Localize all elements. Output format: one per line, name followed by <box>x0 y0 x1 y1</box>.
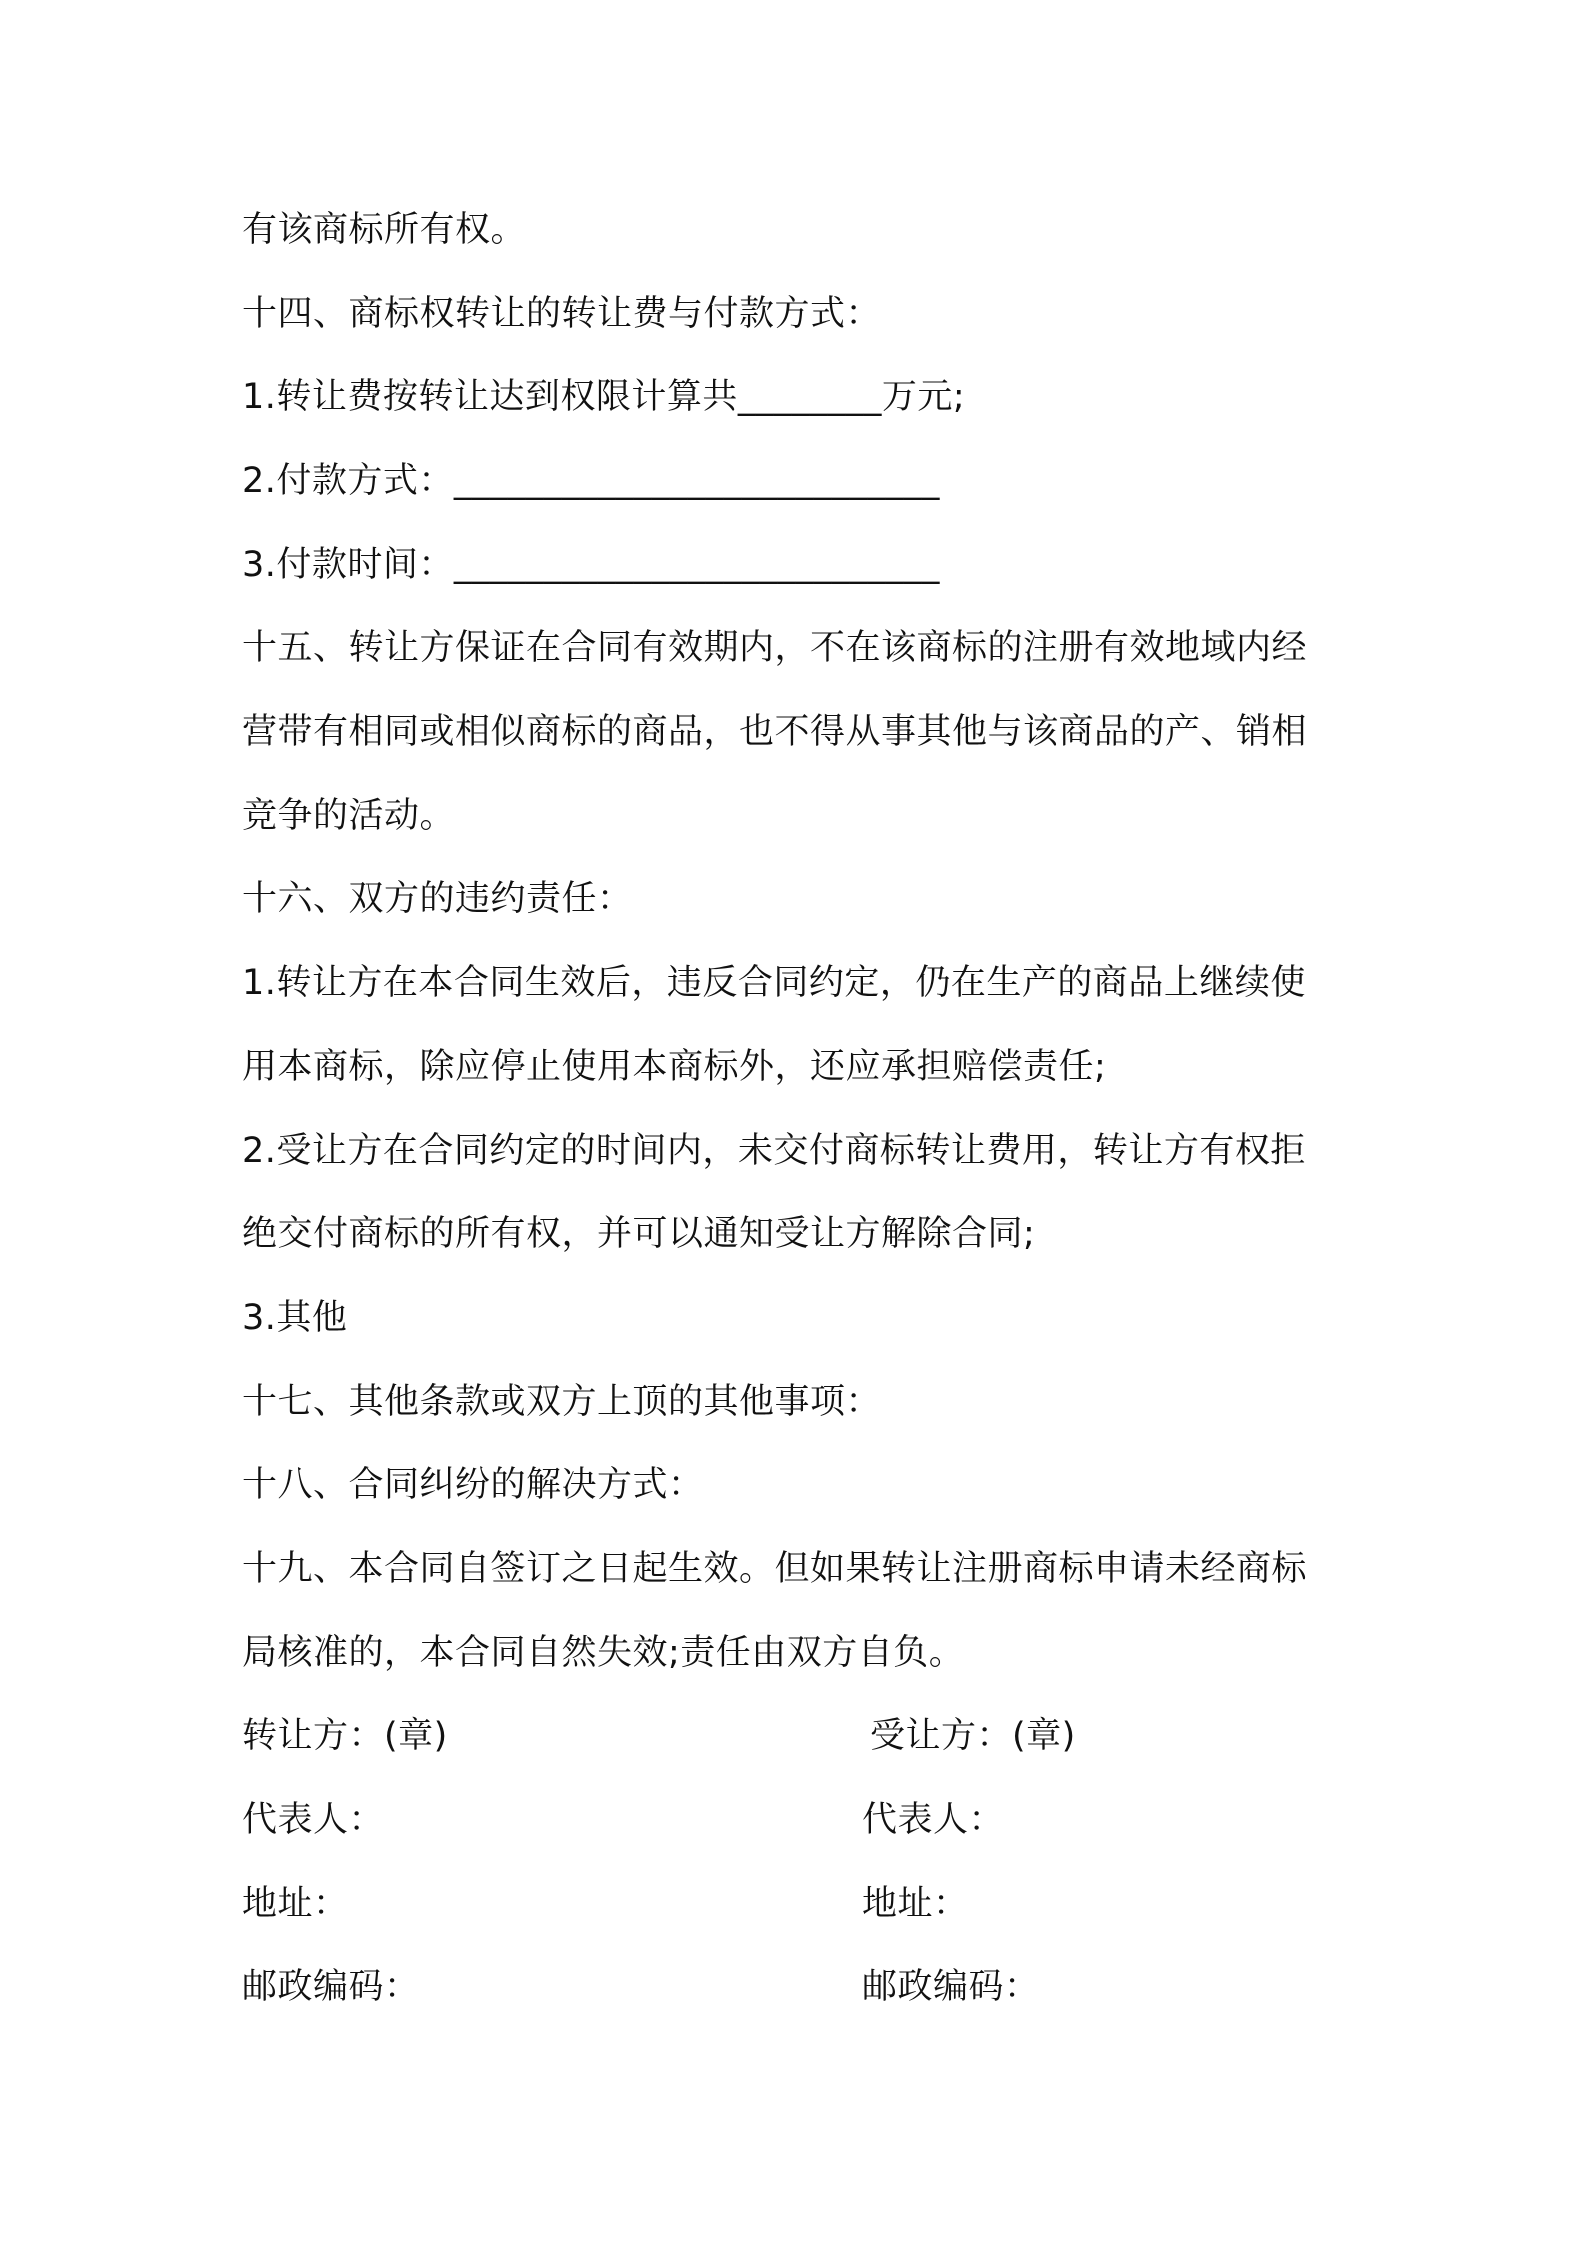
paragraph-line: 局核准的，本合同自然失效;责任由双方自负。 <box>242 1633 965 1673</box>
section-heading-18: 十八、合同纠纷的解决方式： <box>242 1465 704 1505</box>
paragraph-line: 有该商标所有权。 <box>242 210 527 250</box>
transferor-postcode-label: 邮政编码： <box>242 1967 420 2007</box>
list-item-payment-time: 3.付款时间：___________________________ <box>242 545 940 585</box>
transferee-representative-label: 代表人： <box>862 1800 1005 1840</box>
paragraph-line: 竞争的活动。 <box>242 796 456 836</box>
paragraph-line: 营带有相同或相似商标的商品，也不得从事其他与该商品的产、销相 <box>242 712 1308 752</box>
transferee-seal-label: 受让方：(章) <box>870 1716 1076 1756</box>
section-heading-19: 十九、本合同自签订之日起生效。但如果转让注册商标申请未经商标 <box>242 1549 1308 1589</box>
transferor-representative-label: 代表人： <box>242 1800 385 1840</box>
section-heading-16: 十六、双方的违约责任： <box>242 879 633 919</box>
list-item-other: 3.其他 <box>242 1298 348 1338</box>
list-item-payment-method: 2.付款方式：___________________________ <box>242 461 940 501</box>
transferor-address-label: 地址： <box>242 1884 349 1924</box>
transferor-seal-label: 转让方：(章) <box>242 1716 448 1756</box>
list-item-transferor-breach: 1.转让方在本合同生效后，违反合同约定，仍在生产的商品上继续使 <box>242 963 1306 1003</box>
transferee-address-label: 地址： <box>862 1884 969 1924</box>
paragraph-line: 用本商标，除应停止使用本商标外，还应承担赔偿责任; <box>242 1047 1107 1087</box>
transferee-postcode-label: 邮政编码： <box>862 1967 1040 2007</box>
list-item-transferee-breach: 2.受让方在合同约定的时间内，未交付商标转让费用，转让方有权拒 <box>242 1131 1306 1171</box>
section-heading-17: 十七、其他条款或双方上顶的其他事项： <box>242 1382 882 1422</box>
section-heading-14: 十四、商标权转让的转让费与付款方式： <box>242 294 882 334</box>
section-heading-15: 十五、转让方保证在合同有效期内，不在该商标的注册有效地域内经 <box>242 628 1308 668</box>
paragraph-line: 绝交付商标的所有权，并可以通知受让方解除合同; <box>242 1214 1036 1254</box>
list-item-fee: 1.转让费按转让达到权限计算共________万元; <box>242 377 966 417</box>
